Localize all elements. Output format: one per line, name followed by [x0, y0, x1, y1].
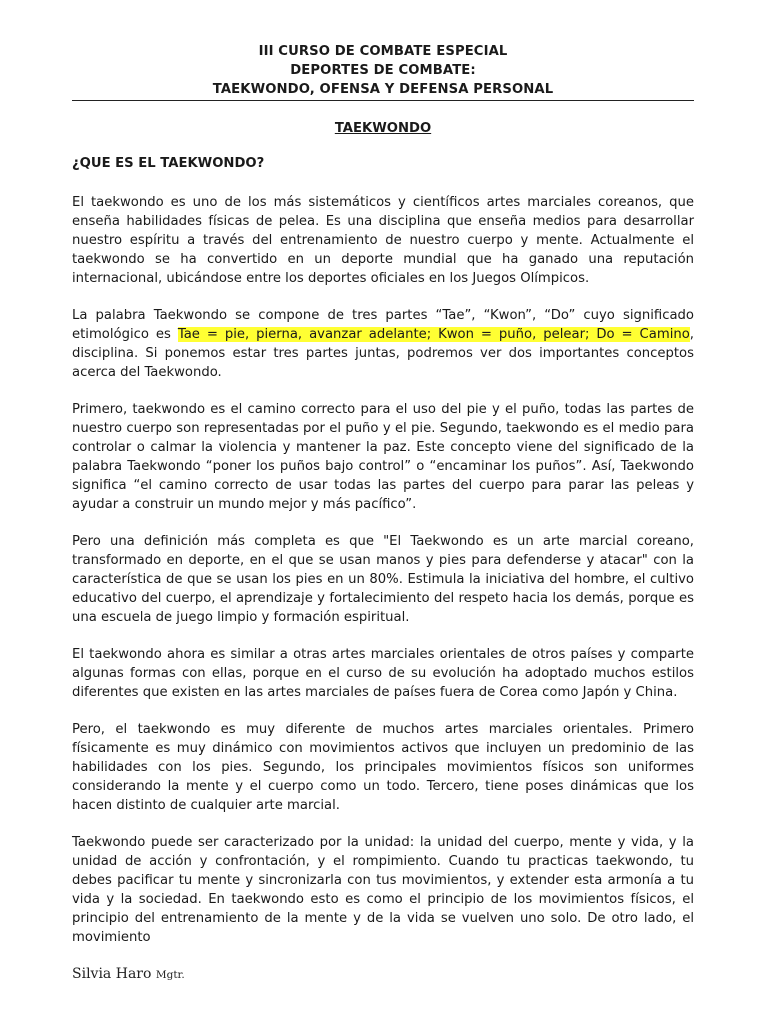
paragraph-2-text-start: La palabra Taekwondo se compone de tres partes “Tae”, “Kwon”, “Do” cuyo significado etimológico es — [72, 308, 694, 342]
section-heading: ¿QUE ES EL TAEKWONDO? — [72, 156, 265, 171]
page-title: TAEKWONDO — [334, 121, 432, 136]
document-body — [72, 193, 694, 965]
header-topic: TAEKWONDO, OFENSA Y DEFENSA PERSONAL — [212, 82, 554, 97]
header-subtitle: DEPORTES DE COMBATE: — [290, 63, 476, 78]
paragraph-3: Primero, taekwondo es el camino correcto para el uso del pie y el puño, todas las partes de nuestro cuerpo son representadas por el puño y el pie. Segundo, taekwondo es el medio para controlar o calmar la violencia y mantener la paz. Este concepto viene del significado de la palabra Taekwondo “poner los puños bajo control” o “encaminar los puños”. Así, Taekwondo significa “el camino correcto de usar todas las partes del cuerpo para parar las peleas y ayudar a construir un mundo mejor y más pacífico”. — [72, 402, 694, 512]
paragraph-7: Taekwondo puede ser caracterizado por la unidad: la unidad del cuerpo, mente y vida, y la unidad de acción y confrontación, y el rompimiento. Cuando tu practicas taekwondo, tu debes pacificar tu mente y sincronizarla con tus movimientos, y extender esta armonía a tu vida y la sociedad. En taekwondo esto es como el principio de los movimientos físicos, el principio del entrenamiento de la mente y de la vida se vuelven uno solo. De otro lado, el movimiento — [72, 835, 694, 945]
paragraph-4: Pero una definición más completa es que "El Taekwondo es un arte marcial coreano, transformado en deporte, en el que se usan manos y pies para defenderse y atacar" con la característica de que se usan los pies en un 80%. Estimula la iniciativa del hombre, el cultivo educativo del cuerpo, el aprendizaje y fortalecimiento del respeto hacia los demás, porque es una escuela de juego limpio y formación espiritual. — [72, 534, 694, 625]
paragraph-5: El taekwondo ahora es similar a otras artes marciales orientales de otros países y comparte algunas formas con ellas, porque en el curso de su evolución ha adoptado muchos estilos diferentes que existen en las artes marciales de países fuera de Corea como Japón y China. — [72, 647, 694, 700]
page-footer — [72, 966, 185, 982]
paragraph-1: El taekwondo es uno de los más sistemáticos y científicos artes marciales coreanos, que enseña habilidades físicas de pelea. Es una disciplina que enseña medios para desarrollar nuestro espíritu a través del entrenamiento de nuestro cuerpo y mente. Actualmente el taekwondo se ha convertido en un deporte mundial que ha ganado una reputación internacional, ubicándose entre los deportes oficiales en los Juegos Olímpicos. — [72, 195, 694, 286]
highlighted-etymology: Tae = pie, pierna, avanzar adelante; Kwon = puño, pelear; Do = Camino — [177, 327, 690, 342]
paragraph-2-text-end: , disciplina. Si ponemos estar tres partes juntas, podremos ver dos importantes conceptos acerca del Taekwondo. — [72, 327, 694, 380]
paragraph-6: Pero, el taekwondo es muy diferente de muchos artes marciales orientales. Primero físicamente es muy dinámico con movimientos activos que incluyen un predominio de las habilidades con los pies. Segundo, los principales movimientos físicos son uniformes considerando la mente y el cuerpo como un todo. Tercero, tiene poses dinámicas que los hacen distinto de cualquier arte marcial. — [72, 722, 694, 813]
paragraph-2 — [72, 306, 694, 382]
header-divider — [72, 100, 694, 101]
header-course-title: III CURSO DE COMBATE ESPECIAL — [258, 44, 508, 59]
footer-author: Silvia Haro — [72, 966, 152, 982]
document-header — [72, 42, 694, 99]
footer-author-title: Mgtr. — [155, 969, 185, 981]
